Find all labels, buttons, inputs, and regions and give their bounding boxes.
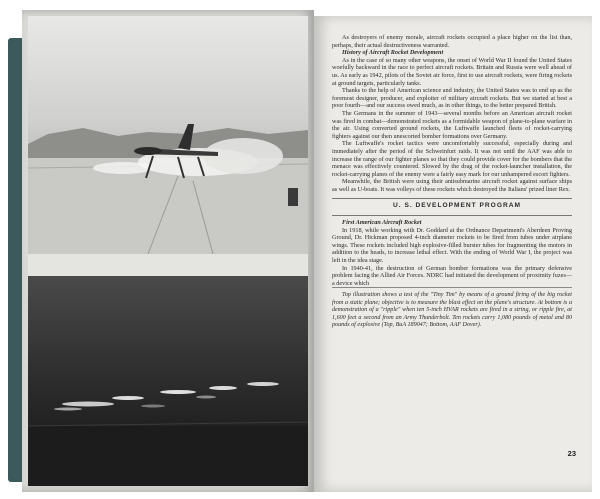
first-rocket-paragraph-2: In 1940-41, the destruction of German bomber formations was the primary defensive problem facing the Allied Air Forces. NDRC had initiated the development of proximity fuzes—a device which [332,264,572,287]
top-photo-tiny-tim-test [28,16,308,254]
photo-separator [28,254,308,276]
section-title: U. S. DEVELOPMENT PROGRAM [393,202,521,210]
heading-first-rocket: First American Aircraft Rocket [342,219,422,227]
ripple-fire-photo [28,276,308,486]
history-paragraph-2: Thanks to the help of American science and industry, the United States was to end up as the foremost designer, producer, and exploiter of military aircraft rockets. But we started at best a poor fourth—and our success owed much, as in other things, to the better prepared British. [332,87,572,110]
history-paragraph-5: Meanwhile, the British were using their antisubmarine aircraft rocket against surface ships as well as U-boats. It was volleys of these rockets which destroyed the Italians' prized liner Rex. [332,178,572,193]
heading-history: History of Aircraft Rocket Development [342,49,444,57]
page-text-column [332,34,572,329]
history-paragraph-4: The Luftwaffe's rocket tactics were uncomfortably successful, especially during and immediately after the period of the Schweinfurt raids. It was not until the AAF was able to increase the range of our fighter planes so that they could provide cover for the bombers that the menace was effectively countered. Slowed by the drag of the rocket-launcher installation, the rocket-carrying planes of the enemy were a fairly easy mark for our unhampered escort fighters. [332,140,572,178]
bottom-photo-ripple-fire [28,276,308,486]
tiny-tim-test-photo [28,16,308,254]
first-rocket-paragraph-1: In 1918, while working with Dr. Goddard at the Ordnance Department's Aberdeen Proving Ground, Dr. Hickman proposed 4-inch diameter rockets to be fired from tubes under airplane wings. These rockets included high explosive-filled burster tubes for fragmenting the motors in addition to the heads, to increase lethal effect. With the ending of World War I, the project was left in the idea stage. [332,226,572,265]
section-rule-top [332,198,572,199]
history-paragraph-1: As in the case of so many other weapons, the onset of World War II found the United States woefully backward in the race to perfect aircraft rockets. Britain and Russia were well ahead of us. As early as 1942, pilots of the Soviet air force, first to use aircraft rockets, were firing rockets at ground targets, particularly tanks. [332,56,572,87]
page-number: 23 [567,449,576,458]
open-booklet [8,10,594,494]
history-paragraph-3: The Germans in the summer of 1943—several months before an American aircraft rocket was fired in combat—demonstrated rockets as a formidable weapon of plane-to-plane warfare in the air. Using converted ground rockets, the Luftwaffe launched fleets of rocket-carrying fighters against our then unescorted bomber formations over Germany. [332,109,572,140]
right-page [314,16,592,492]
left-page [22,10,314,492]
section-rule-bottom [332,215,572,216]
intro-paragraph: As destroyers of enemy morale, aircraft rockets occupied a place higher on the list than, perhaps, their actual destructiveness warranted. [332,34,572,49]
photo-caption: Top illustration shows a test of the "Tiny Tim" by means of a ground firing of the big rocket from a static plane; objective is to measure the blast effect on the plane's structure. At bottom is a demonstration of a "ripple" when ten 5-inch HVAR rockets are fired in a string, or ripple fire, at 1,600 feet a second from an Army Thunderbolt. Ten rockets carry 1,080 pounds of metal and 80 pounds of explosive (Top, BuA 189047; Bottom, AAF Dover). [332,287,572,329]
